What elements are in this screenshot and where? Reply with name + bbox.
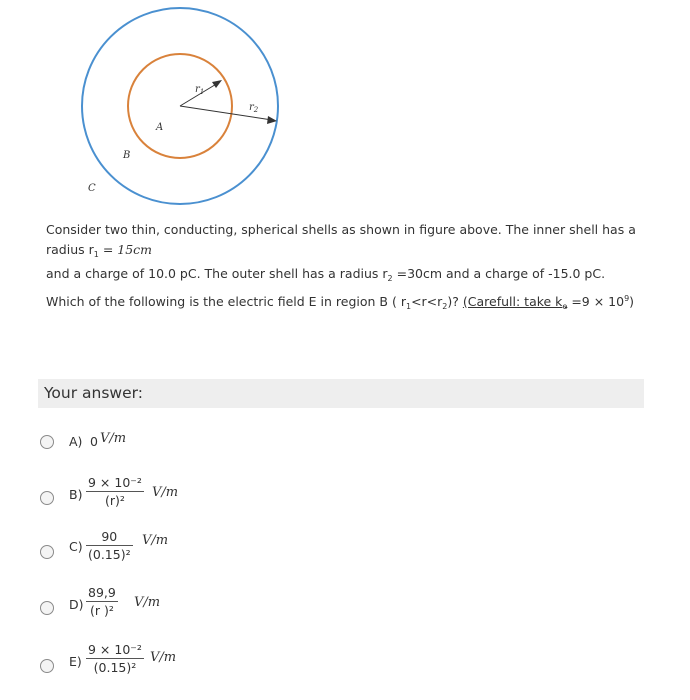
option-c[interactable] xyxy=(40,527,340,573)
r1-arrowhead xyxy=(212,80,222,88)
option-c-letter: C) xyxy=(69,539,83,554)
option-a-radio[interactable] xyxy=(40,435,54,449)
question-text xyxy=(46,220,646,316)
label-b: B xyxy=(123,150,131,161)
option-c-radio[interactable] xyxy=(40,545,54,559)
option-a-unit: V/m xyxy=(100,431,127,446)
label-r1: $r_1$ xyxy=(195,84,205,96)
option-a-value: 0 xyxy=(90,434,98,449)
option-d-fraction xyxy=(86,585,118,618)
option-b-denominator: (r)² xyxy=(104,493,125,508)
option-d-numerator: 89,9 xyxy=(88,585,116,600)
option-e-unit: V/m xyxy=(150,650,177,665)
carefull-hint: (Carefull: take $k_e$ xyxy=(462,293,568,311)
option-b[interactable] xyxy=(40,473,340,519)
r2-arrowhead xyxy=(267,116,277,124)
option-d[interactable] xyxy=(40,583,340,629)
question-line-3: and a charge of 10.0 pC. The outer shell has a radius $r_2 =30cm$ and a charge of -15.0 pC. xyxy=(46,266,606,283)
option-b-radio[interactable] xyxy=(40,491,54,505)
option-e-radio[interactable] xyxy=(40,659,54,673)
label-a: A xyxy=(156,122,164,133)
label-c: C xyxy=(88,183,96,194)
option-b-letter: B) xyxy=(69,487,83,502)
option-d-denominator: (r )² xyxy=(89,603,114,618)
option-e[interactable] xyxy=(40,640,340,686)
question-line-1: Consider two thin, conducting, spherical shells as shown in figure above. The inner shell has a xyxy=(46,222,636,237)
option-c-numerator: 90 xyxy=(101,529,118,544)
option-e-letter: E) xyxy=(69,654,82,669)
option-a-letter: A) xyxy=(69,434,83,449)
option-a[interactable] xyxy=(40,430,340,476)
option-e-fraction xyxy=(86,642,144,675)
label-r2: $r_2$ xyxy=(249,102,259,114)
option-c-fraction xyxy=(86,529,133,562)
option-e-denominator: (0.15)² xyxy=(93,660,137,675)
question-line-4: Which of the following is the electric field E in region B ( $r_1<r<r_2$)? (Carefull: take $k_e =9 \times 10^9$) xyxy=(46,293,635,311)
option-d-letter: D) xyxy=(69,597,84,612)
option-d-unit: V/m xyxy=(134,595,161,610)
spherical-shells-figure xyxy=(0,0,690,215)
option-b-unit: V/m xyxy=(152,485,179,500)
your-answer-header xyxy=(38,379,644,408)
option-c-denominator: (0.15)² xyxy=(88,547,131,562)
option-d-radio[interactable] xyxy=(40,601,54,615)
your-answer-label: Your answer: xyxy=(44,384,143,402)
option-b-numerator: 9 × 10⁻² xyxy=(88,475,142,490)
option-e-numerator: 9 × 10⁻² xyxy=(88,642,142,657)
question-line-2: radius $r_1 = 15cm$ xyxy=(46,241,153,259)
option-b-fraction xyxy=(86,475,144,508)
option-c-unit: V/m xyxy=(142,533,169,548)
